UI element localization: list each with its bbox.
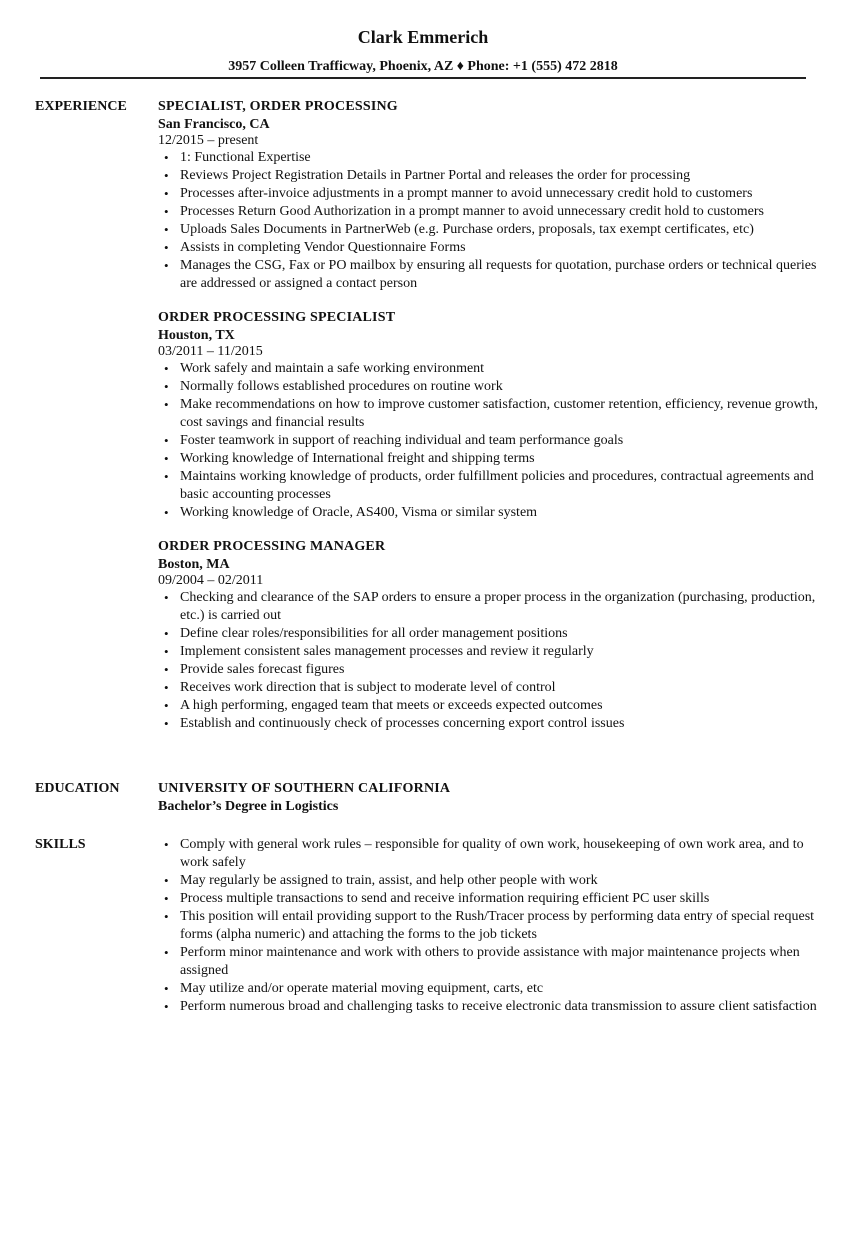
section-label-education: EDUCATION: [35, 781, 120, 796]
job-location: Houston, TX: [158, 328, 235, 343]
job-dates: 03/2011 – 11/2015: [158, 344, 263, 359]
bullet-item: • Foster teamwork in support of reaching individual and team performance goals: [158, 432, 818, 450]
job-bullets: [158, 360, 818, 522]
job-dates: 09/2004 – 02/2011: [158, 573, 264, 588]
school-name: UNIVERSITY OF SOUTHERN CALIFORNIA: [158, 781, 451, 796]
bullet-item: • Normally follows established procedures on routine work: [158, 378, 818, 396]
bullet-item: • Define clear roles/responsibilities for all order management positions: [158, 625, 818, 643]
bullet-item: • Perform minor maintenance and work with others to provide assistance with major maintenance projects when assigned: [158, 944, 818, 980]
contact-line: 3957 Colleen Trafficway, Phoenix, AZ ♦ Phone: +1 (555) 472 2818: [228, 59, 618, 74]
candidate-name: Clark Emmerich: [357, 27, 489, 47]
bullet-item: • Working knowledge of Oracle, AS400, Visma or similar system: [158, 504, 818, 522]
job-entry: [158, 309, 818, 522]
bullet-item: • Perform numerous broad and challenging tasks to receive electronic data transmission to assure client satisfaction: [158, 998, 818, 1016]
bullet-item: • Process multiple transactions to send and receive information requiring efficient PC user skills: [158, 890, 818, 908]
bullet-item: • Establish and continuously check of processes concerning export control issues: [158, 715, 818, 733]
bullet-item: • Manages the CSG, Fax or PO mailbox by ensuring all requests for quotation, purchase orders or technical queries are addressed or assigned a contact person: [158, 257, 818, 293]
education-body: [158, 780, 818, 816]
skills-bullets: [158, 836, 818, 1016]
job-dates: 12/2015 – present: [158, 133, 259, 148]
job-entry: [158, 538, 818, 733]
bullet-item: • Comply with general work rules – responsible for quality of own work, housekeeping of own work area, and to work safely: [158, 836, 818, 872]
bullet-item: • Work safely and maintain a safe working environment: [158, 360, 818, 378]
bullet-item: • Processes after-invoice adjustments in a prompt manner to avoid unnecessary credit hold to customers: [158, 185, 818, 203]
job-location: Boston, MA: [158, 557, 230, 572]
job-title: ORDER PROCESSING SPECIALIST: [158, 310, 396, 325]
bullet-item: • Implement consistent sales management processes and review it regularly: [158, 643, 818, 661]
degree: Bachelor’s Degree in Logistics: [158, 799, 339, 814]
job-entry: [158, 98, 818, 293]
bullet-item: • Provide sales forecast figures: [158, 661, 818, 679]
section-label-skills: SKILLS: [35, 837, 86, 852]
experience-body: [158, 98, 818, 749]
bullet-item: • Working knowledge of International freight and shipping terms: [158, 450, 818, 468]
bullet-item: • This position will entail providing support to the Rush/Tracer process by performing data entry of special request forms (alpha numeric) and attaching the forms to the job tickets: [158, 908, 818, 944]
skills-body: [158, 836, 818, 1016]
bullet-item: • A high performing, engaged team that meets or exceeds expected outcomes: [158, 697, 818, 715]
bullet-item: • Checking and clearance of the SAP orders to ensure a proper process in the organization (purchasing, production, etc.) is carried out: [158, 589, 818, 625]
header-divider: [40, 77, 806, 79]
section-label-experience: EXPERIENCE: [35, 99, 127, 114]
bullet-item: • Make recommendations on how to improve customer satisfaction, customer retention, efficiency, revenue growth, cost savings and financial results: [158, 396, 818, 432]
bullet-item: • Maintains working knowledge of products, order fulfillment policies and procedures, contractual agreements and basic accounting processes: [158, 468, 818, 504]
bullet-item: • Receives work direction that is subject to moderate level of control: [158, 679, 818, 697]
bullet-item: • Reviews Project Registration Details in Partner Portal and releases the order for processing: [158, 167, 818, 185]
bullet-item: • May regularly be assigned to train, assist, and help other people with work: [158, 872, 818, 890]
bullet-item: • Uploads Sales Documents in PartnerWeb (e.g. Purchase orders, proposals, tax exempt certificates, etc): [158, 221, 818, 239]
bullet-item: • 1: Functional Expertise: [158, 149, 818, 167]
job-bullets: [158, 589, 818, 733]
job-title: ORDER PROCESSING MANAGER: [158, 539, 386, 554]
bullet-item: • Processes Return Good Authorization in a prompt manner to avoid unnecessary credit hold to customers: [158, 203, 818, 221]
bullet-item: • Assists in completing Vendor Questionnaire Forms: [158, 239, 818, 257]
job-location: San Francisco, CA: [158, 117, 270, 132]
job-title: SPECIALIST, ORDER PROCESSING: [158, 99, 398, 114]
job-bullets: [158, 149, 818, 293]
bullet-item: • May utilize and/or operate material moving equipment, carts, etc: [158, 980, 818, 998]
